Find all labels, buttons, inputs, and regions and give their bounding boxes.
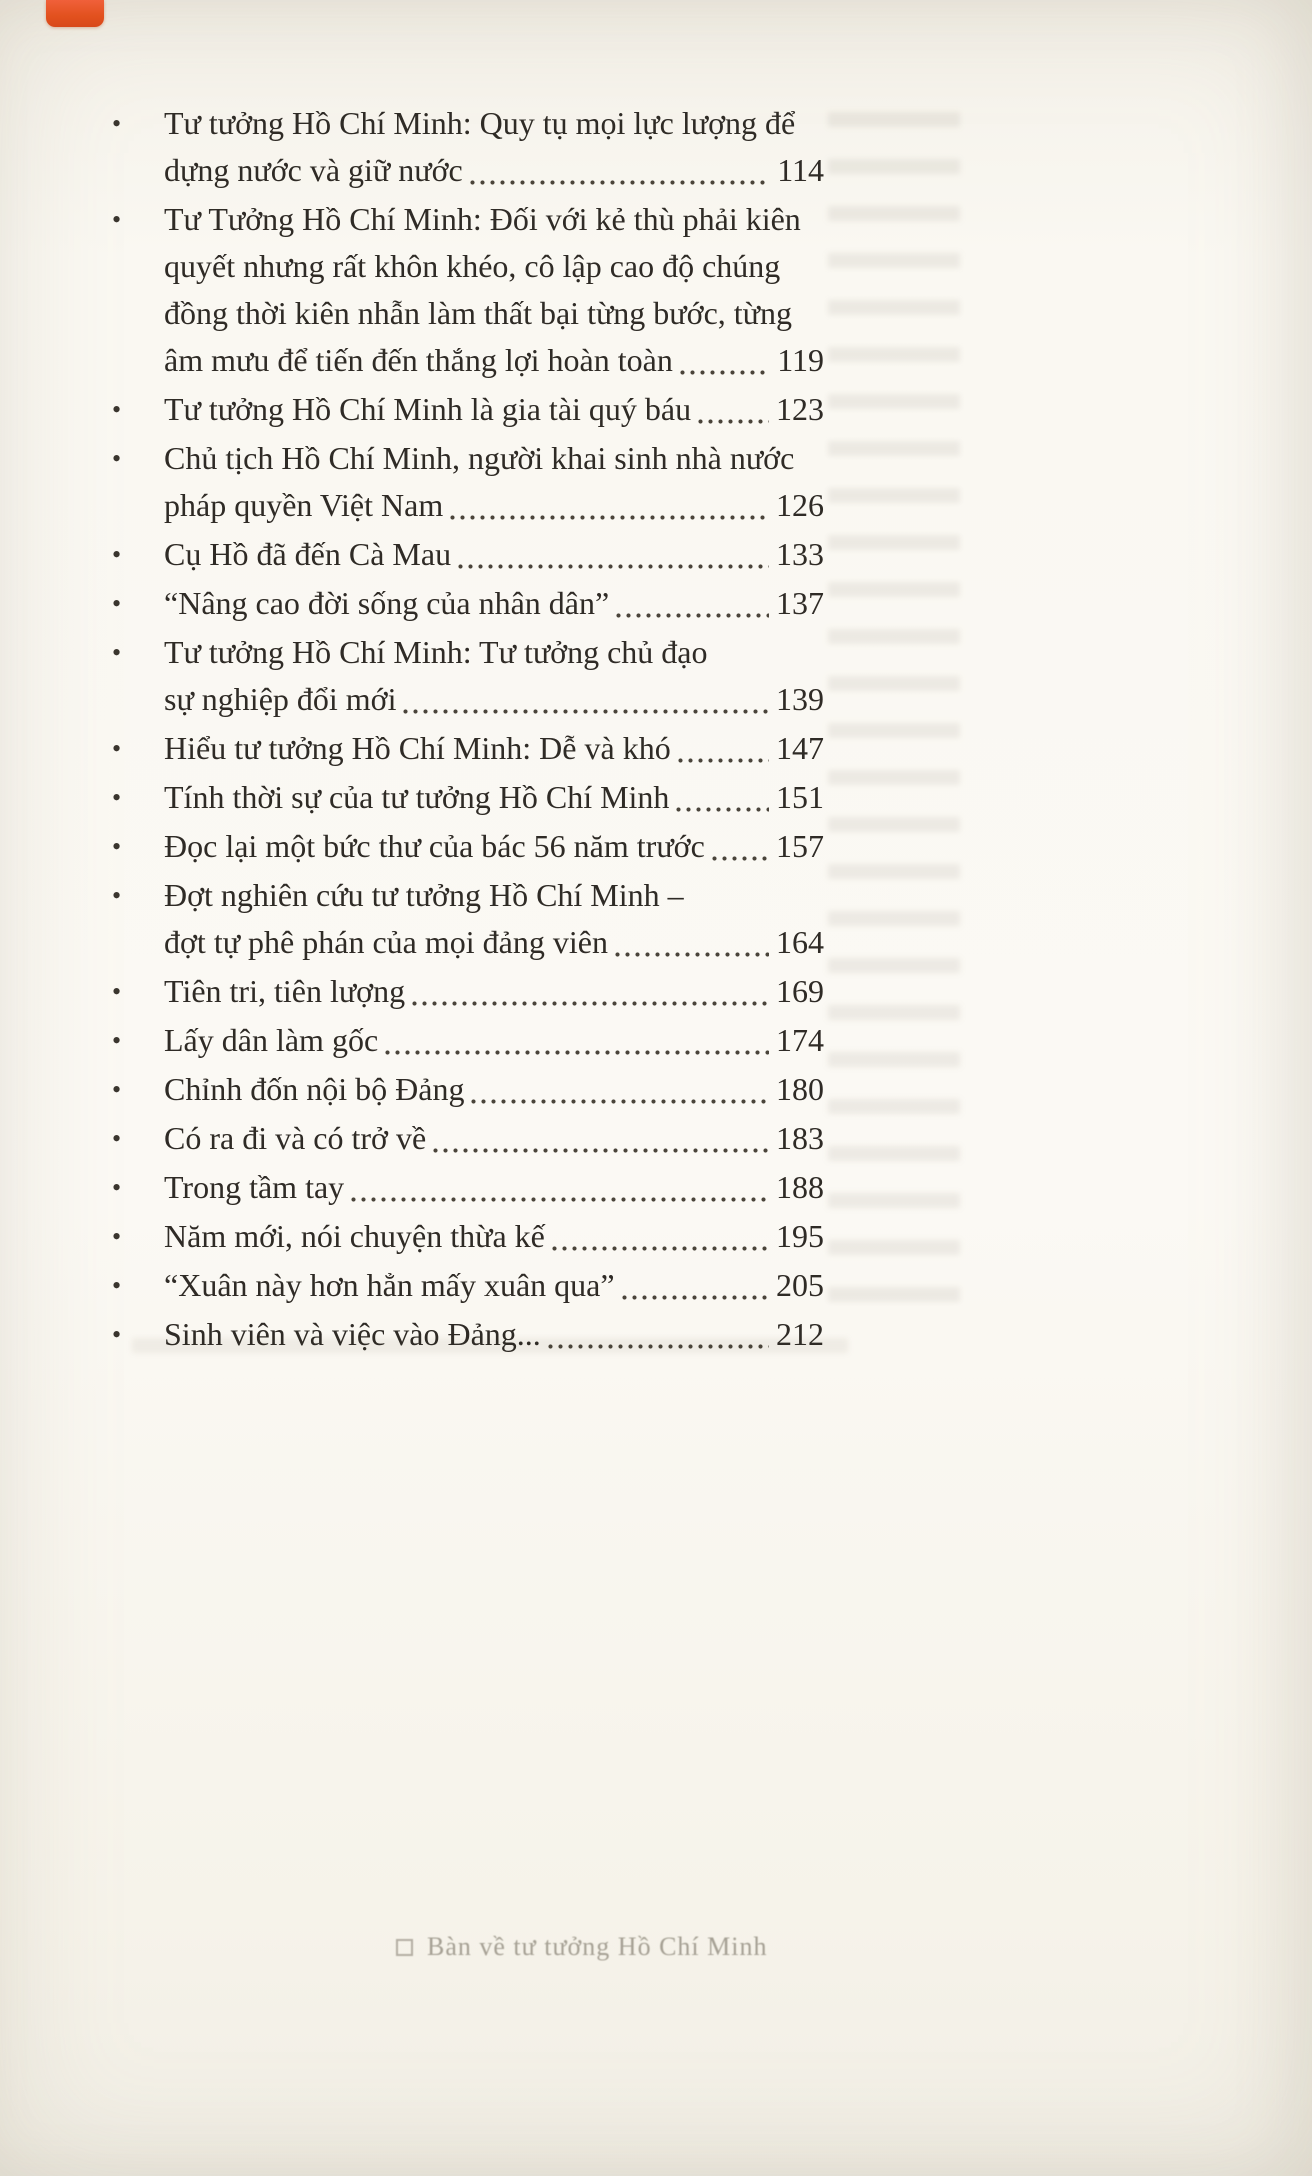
toc-entry <box>112 580 824 627</box>
dot-leader <box>608 919 776 966</box>
toc-entry <box>112 774 824 821</box>
entry-title-text: âm mưu để tiến đến thắng lợi hoàn toàn <box>164 342 673 378</box>
entry-title-text: “Nâng cao đời sống của nhân dân” <box>164 585 610 621</box>
dot-leader <box>344 1164 776 1211</box>
entry-body <box>164 823 824 870</box>
entry-title-text: Hiểu tư tưởng Hồ Chí Minh: Dễ và khó <box>164 730 671 766</box>
toc-entry <box>112 1115 824 1162</box>
page-footer <box>396 1932 768 1962</box>
entry-title-text: Cụ Hồ đã đến Cà Mau <box>164 536 452 572</box>
bullet-icon: • <box>112 540 122 569</box>
footer-mark-icon <box>396 1939 413 1956</box>
bullet-icon: • <box>112 977 122 1006</box>
entry-title-text: Có ra đi và có trở về <box>164 1120 427 1156</box>
entry-body <box>164 1164 824 1211</box>
bullet-icon: • <box>112 1320 122 1349</box>
entry-line: Chủ tịch Hồ Chí Minh, người khai sinh nhà nước <box>164 440 795 476</box>
entry-line: quyết nhưng rất khôn khéo, cô lập cao độ chúng <box>164 248 781 284</box>
dot-leader <box>405 968 776 1015</box>
orange-corner-mark <box>46 0 104 27</box>
entry-last-line <box>164 1164 824 1211</box>
entry-body <box>164 580 824 627</box>
entry-last-line <box>164 1311 824 1358</box>
entry-title-text: Đọc lại một bức thư của bác 56 năm trước <box>164 828 705 864</box>
toc-entry <box>112 629 824 723</box>
bullet-icon: • <box>112 1075 122 1104</box>
page-number: 188 <box>776 1169 824 1205</box>
bullet-icon: • <box>112 832 122 861</box>
dot-leader <box>615 1262 776 1309</box>
dot-leader <box>451 531 776 578</box>
page-number: 174 <box>776 1022 824 1058</box>
toc-entry <box>112 1311 824 1358</box>
entry-line: đồng thời kiên nhẫn làm thất bại từng bước, từng <box>164 295 792 331</box>
bullet-icon: • <box>112 734 122 763</box>
page-number: 157 <box>776 828 824 864</box>
dot-leader <box>541 1311 776 1358</box>
entry-body <box>164 531 824 578</box>
toc-entry <box>112 823 824 870</box>
toc-entry <box>112 100 824 194</box>
entry-title-text: đợt tự phê phán của mọi đảng viên <box>164 924 608 960</box>
entry-last-line <box>164 774 824 821</box>
entry-last-line <box>164 676 824 723</box>
entry-last-line <box>164 531 824 578</box>
page-number: 195 <box>776 1218 824 1254</box>
entry-last-line <box>164 823 824 870</box>
entry-body <box>164 725 824 772</box>
page-number: 180 <box>776 1071 824 1107</box>
entry-body <box>164 196 824 384</box>
dot-leader <box>378 1017 776 1064</box>
page-number: 114 <box>777 152 824 188</box>
toc-entry <box>112 725 824 772</box>
entry-title-text: pháp quyền Việt Nam <box>164 487 444 523</box>
bullet-icon: • <box>112 589 122 618</box>
dot-leader <box>443 482 776 529</box>
entry-title-text: Lấy dân làm gốc <box>164 1022 379 1058</box>
toc-entry <box>112 435 824 529</box>
entry-body <box>164 1311 824 1358</box>
page-number: 126 <box>776 487 824 523</box>
toc-entry <box>112 196 824 384</box>
dot-leader <box>464 1066 776 1113</box>
toc-entry <box>112 1066 824 1113</box>
footer-title: Bàn về tư tưởng Hồ Chí Minh <box>427 1932 768 1961</box>
page-number: 151 <box>776 779 824 815</box>
entry-body <box>164 1017 824 1064</box>
entry-last-line <box>164 919 824 966</box>
entry-title-text: Trong tầm tay <box>164 1169 345 1205</box>
dot-leader <box>545 1213 776 1260</box>
entry-title-text: “Xuân này hơn hẳn mấy xuân qua” <box>164 1267 615 1303</box>
dot-leader <box>609 580 776 627</box>
bullet-icon: • <box>112 444 122 473</box>
entry-last-line <box>164 147 824 194</box>
entry-last-line <box>164 1262 824 1309</box>
entry-line: Tư Tưởng Hồ Chí Minh: Đối với kẻ thù phải kiên <box>164 201 801 237</box>
entry-title-text: dựng nước và giữ nước <box>164 152 463 188</box>
entry-last-line <box>164 1213 824 1260</box>
entry-body <box>164 386 824 433</box>
entry-line: Tư tưởng Hồ Chí Minh: Quy tụ mọi lực lượng để <box>164 105 796 141</box>
table-of-contents <box>112 100 824 1360</box>
entry-last-line <box>164 386 824 433</box>
dot-leader <box>691 386 776 433</box>
bleedthrough-right-column <box>828 112 960 1327</box>
bullet-icon: • <box>112 1173 122 1202</box>
entry-title-text: Tính thời sự của tư tưởng Hồ Chí Minh <box>164 779 670 815</box>
dot-leader <box>669 774 776 821</box>
dot-leader <box>426 1115 776 1162</box>
page-number: 137 <box>776 585 824 621</box>
entry-body <box>164 1115 824 1162</box>
toc-entry <box>112 386 824 433</box>
entry-last-line <box>164 337 824 384</box>
dot-leader <box>463 147 777 194</box>
page-number: 119 <box>777 342 824 378</box>
bullet-icon: • <box>112 1222 122 1251</box>
toc-entry <box>112 1262 824 1309</box>
entry-body <box>164 100 824 194</box>
page-number: 169 <box>776 973 824 1009</box>
entry-body <box>164 1066 824 1113</box>
entry-title-text: Tiên tri, tiên lượng <box>164 973 406 1009</box>
entry-title-text: Năm mới, nói chuyện thừa kế <box>164 1218 545 1254</box>
entry-last-line <box>164 1017 824 1064</box>
dot-leader <box>396 676 776 723</box>
toc-entry <box>112 968 824 1015</box>
entry-body <box>164 1262 824 1309</box>
entry-last-line <box>164 968 824 1015</box>
entry-title-text: Tư tưởng Hồ Chí Minh là gia tài quý báu <box>164 391 692 427</box>
page-number: 212 <box>776 1316 824 1352</box>
page-number: 147 <box>776 730 824 766</box>
entry-body <box>164 872 824 966</box>
entry-body <box>164 774 824 821</box>
entry-line: Tư tưởng Hồ Chí Minh: Tư tưởng chủ đạo <box>164 634 708 670</box>
entry-title-text: Chỉnh đốn nội bộ Đảng <box>164 1071 465 1107</box>
bullet-icon: • <box>112 1026 122 1055</box>
page-number: 123 <box>776 391 824 427</box>
bullet-icon: • <box>112 205 122 234</box>
entry-last-line <box>164 482 824 529</box>
toc-entry <box>112 1164 824 1211</box>
entry-body <box>164 1213 824 1260</box>
toc-entry <box>112 872 824 966</box>
bullet-icon: • <box>112 395 122 424</box>
bullet-icon: • <box>112 109 122 138</box>
entry-body <box>164 629 824 723</box>
bullet-icon: • <box>112 783 122 812</box>
page-number: 205 <box>776 1267 824 1303</box>
entry-body <box>164 968 824 1015</box>
entry-title-text: Sinh viên và việc vào Đảng... <box>164 1316 541 1352</box>
toc-entry <box>112 1213 824 1260</box>
bullet-icon: • <box>112 1271 122 1300</box>
dot-leader <box>673 337 777 384</box>
dot-leader <box>705 823 776 870</box>
dot-leader <box>671 725 776 772</box>
entry-last-line <box>164 1115 824 1162</box>
toc-entry <box>112 1017 824 1064</box>
bullet-icon: • <box>112 638 122 667</box>
bullet-icon: • <box>112 1124 122 1153</box>
entry-last-line <box>164 1066 824 1113</box>
page-number: 164 <box>776 924 824 960</box>
entry-title-text: sự nghiệp đổi mới <box>164 681 397 717</box>
entry-body <box>164 435 824 529</box>
page-number: 139 <box>776 681 824 717</box>
bullet-icon: • <box>112 881 122 910</box>
page-number: 133 <box>776 536 824 572</box>
entry-last-line <box>164 580 824 627</box>
entry-line: Đợt nghiên cứu tư tưởng Hồ Chí Minh – <box>164 877 684 913</box>
toc-entry <box>112 531 824 578</box>
entry-last-line <box>164 725 824 772</box>
page-number: 183 <box>776 1120 824 1156</box>
